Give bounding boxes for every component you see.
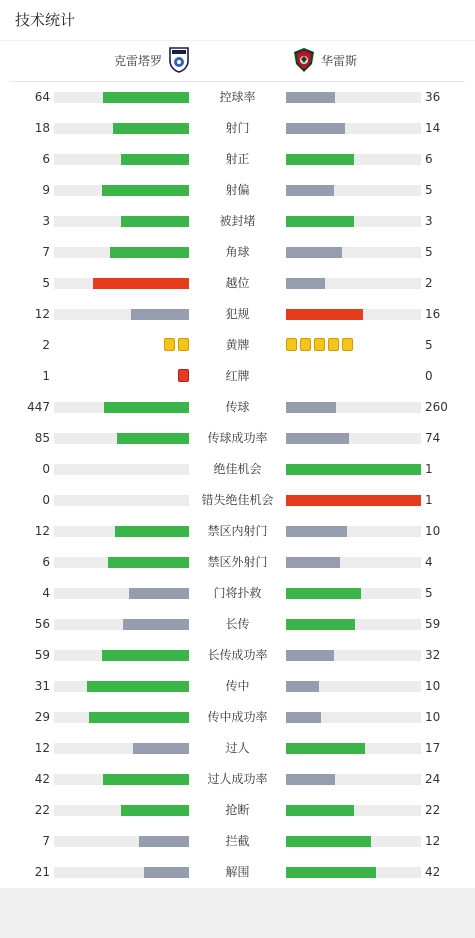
away-bar-fill xyxy=(286,123,345,134)
home-bar-fill xyxy=(110,247,189,258)
stat-row xyxy=(0,237,475,268)
home-bar-fill xyxy=(113,123,189,134)
stat-row xyxy=(0,795,475,826)
away-bar-fill xyxy=(286,247,342,258)
home-team-name: 克雷塔罗 xyxy=(114,54,163,68)
away-stat-value: 10 xyxy=(425,524,441,538)
away-stat-value: 32 xyxy=(425,648,441,662)
stat-row xyxy=(0,764,475,795)
home-bar-track xyxy=(54,619,189,630)
home-bar-track xyxy=(54,774,189,785)
stat-label: 射偏 xyxy=(225,183,250,197)
stat-row xyxy=(0,82,475,113)
stat-row xyxy=(0,113,475,144)
away-stat-value: 14 xyxy=(425,121,441,135)
stat-label: 控球率 xyxy=(219,90,256,104)
away-cards xyxy=(286,338,353,352)
home-stat-value: 9 xyxy=(42,183,50,197)
away-stat-value: 74 xyxy=(425,431,441,445)
home-bar-track xyxy=(54,216,189,227)
stat-label: 过人成功率 xyxy=(207,772,268,786)
away-bar-track xyxy=(286,216,421,227)
home-stat-value: 12 xyxy=(34,741,50,755)
home-bar-fill xyxy=(87,681,189,692)
home-stat-value: 29 xyxy=(34,710,50,724)
away-stat-value: 12 xyxy=(425,834,441,848)
away-bar-fill xyxy=(286,743,365,754)
stat-label: 越位 xyxy=(225,276,250,290)
home-bar-track xyxy=(54,588,189,599)
away-bar-fill xyxy=(286,216,354,227)
stat-label: 长传成功率 xyxy=(207,648,268,662)
stat-row xyxy=(0,485,475,516)
home-bar-track xyxy=(54,185,189,196)
away-bar-track xyxy=(286,588,421,599)
away-bar-fill xyxy=(286,309,363,320)
away-bar-track xyxy=(286,650,421,661)
away-team-header xyxy=(292,49,357,73)
away-bar-track xyxy=(286,433,421,444)
home-bar-fill xyxy=(103,774,189,785)
home-stat-value: 12 xyxy=(34,307,50,321)
away-bar-track xyxy=(286,92,421,103)
home-stat-value: 22 xyxy=(34,803,50,817)
stat-row xyxy=(0,392,475,423)
away-bar-track xyxy=(286,464,421,475)
away-team-name: 华雷斯 xyxy=(321,54,358,68)
stat-row xyxy=(0,640,475,671)
stat-row xyxy=(0,733,475,764)
divider xyxy=(0,40,475,41)
away-bar-track xyxy=(286,619,421,630)
stat-label: 传中成功率 xyxy=(207,710,268,724)
stat-row xyxy=(0,299,475,330)
stat-row xyxy=(0,671,475,702)
home-stat-value: 0 xyxy=(42,462,50,476)
home-stat-value: 64 xyxy=(34,90,50,104)
away-stat-value: 1 xyxy=(425,493,433,507)
away-stat-value: 6 xyxy=(425,152,433,166)
stat-label: 门将扑救 xyxy=(213,586,262,600)
home-bar-fill xyxy=(144,867,189,878)
home-cards xyxy=(164,338,189,352)
away-bar-track xyxy=(286,743,421,754)
home-team-header xyxy=(114,49,190,73)
away-bar-fill xyxy=(286,185,334,196)
stat-row xyxy=(0,516,475,547)
yellow-card-icon xyxy=(178,338,189,351)
away-bar-fill xyxy=(286,278,325,289)
home-stat-value: 6 xyxy=(42,152,50,166)
home-stat-value: 42 xyxy=(34,772,50,786)
away-bar-fill xyxy=(286,712,321,723)
home-bar-track xyxy=(54,433,189,444)
stat-label: 解围 xyxy=(225,865,250,879)
home-bar-fill xyxy=(104,402,189,413)
away-bar-track xyxy=(286,867,421,878)
away-bar-fill xyxy=(286,526,347,537)
stat-row xyxy=(0,144,475,175)
yellow-card-icon xyxy=(328,338,339,351)
away-stat-value: 0 xyxy=(425,369,433,383)
away-bar-fill xyxy=(286,495,421,506)
home-bar-track xyxy=(54,867,189,878)
home-bar-fill xyxy=(102,185,189,196)
stat-label: 角球 xyxy=(225,245,250,259)
stat-row xyxy=(0,330,475,361)
home-bar-fill xyxy=(121,805,189,816)
stat-row xyxy=(0,268,475,299)
stat-row xyxy=(0,454,475,485)
home-bar-track xyxy=(54,464,189,475)
away-stat-value: 2 xyxy=(425,276,433,290)
stat-label: 犯规 xyxy=(225,307,250,321)
home-bar-track xyxy=(54,495,189,506)
away-bar-track xyxy=(286,836,421,847)
stat-label: 过人 xyxy=(225,741,250,755)
stat-row xyxy=(0,361,475,392)
away-stat-value: 42 xyxy=(425,865,441,879)
stat-label: 射门 xyxy=(225,121,250,135)
away-bar-track xyxy=(286,681,421,692)
stat-row xyxy=(0,826,475,857)
home-bar-track xyxy=(54,836,189,847)
home-stat-value: 31 xyxy=(34,679,50,693)
red-card-icon xyxy=(178,369,189,382)
away-stat-value: 17 xyxy=(425,741,441,755)
stat-label: 被封堵 xyxy=(219,214,256,228)
home-bar-track xyxy=(54,123,189,134)
home-bar-track xyxy=(54,247,189,258)
stat-label: 抢断 xyxy=(225,803,250,817)
away-stat-value: 1 xyxy=(425,462,433,476)
away-stat-value: 10 xyxy=(425,710,441,724)
away-stat-value: 22 xyxy=(425,803,441,817)
home-bar-fill xyxy=(139,836,189,847)
stat-row xyxy=(0,547,475,578)
stat-label: 传球 xyxy=(225,400,250,414)
home-bar-track xyxy=(54,402,189,413)
away-stat-value: 5 xyxy=(425,245,433,259)
stat-label: 传球成功率 xyxy=(207,431,268,445)
home-stat-value: 4 xyxy=(42,586,50,600)
away-bar-fill xyxy=(286,588,361,599)
stat-label: 拦截 xyxy=(225,834,250,848)
home-stat-value: 1 xyxy=(42,369,50,383)
stat-label: 错失绝佳机会 xyxy=(201,493,274,507)
home-bar-track xyxy=(54,557,189,568)
away-bar-track xyxy=(286,557,421,568)
home-stat-value: 6 xyxy=(42,555,50,569)
away-bar-fill xyxy=(286,154,354,165)
home-bar-fill xyxy=(121,154,189,165)
away-stat-value: 260 xyxy=(425,400,448,414)
away-bar-fill xyxy=(286,464,421,475)
stat-label: 禁区内射门 xyxy=(207,524,268,538)
home-stat-value: 12 xyxy=(34,524,50,538)
home-bar-track xyxy=(54,278,189,289)
home-bar-track xyxy=(54,650,189,661)
home-bar-fill xyxy=(133,743,189,754)
yellow-card-icon xyxy=(314,338,325,351)
stat-label: 黄牌 xyxy=(225,338,250,352)
stat-row xyxy=(0,175,475,206)
home-bar-fill xyxy=(129,588,189,599)
away-bar-track xyxy=(286,278,421,289)
away-bar-track xyxy=(286,526,421,537)
away-bar-track xyxy=(286,805,421,816)
home-stat-value: 3 xyxy=(42,214,50,228)
home-bar-fill xyxy=(121,216,189,227)
home-bar-fill xyxy=(103,92,189,103)
stat-label: 传中 xyxy=(225,679,250,693)
home-bar-fill xyxy=(115,526,189,537)
away-stat-value: 59 xyxy=(425,617,441,631)
yellow-card-icon xyxy=(286,338,297,351)
away-stat-value: 5 xyxy=(425,338,433,352)
stat-label: 禁区外射门 xyxy=(207,555,268,569)
home-stat-value: 5 xyxy=(42,276,50,290)
home-bar-fill xyxy=(102,650,189,661)
away-stat-value: 10 xyxy=(425,679,441,693)
home-bar-track xyxy=(54,681,189,692)
stat-row xyxy=(0,609,475,640)
away-bar-track xyxy=(286,309,421,320)
stat-row xyxy=(0,206,475,237)
section-title: 技术统计 xyxy=(15,11,76,29)
away-stat-value: 4 xyxy=(425,555,433,569)
away-bar-track xyxy=(286,154,421,165)
stat-label: 长传 xyxy=(225,617,250,631)
stat-row xyxy=(0,702,475,733)
juarez-crest-icon xyxy=(292,47,316,76)
away-bar-track xyxy=(286,712,421,723)
home-stat-value: 56 xyxy=(34,617,50,631)
home-stat-value: 7 xyxy=(42,245,50,259)
home-bar-fill xyxy=(93,278,189,289)
stat-label: 射正 xyxy=(225,152,250,166)
away-bar-fill xyxy=(286,836,371,847)
away-bar-fill xyxy=(286,681,319,692)
yellow-card-icon xyxy=(342,338,353,351)
away-bar-fill xyxy=(286,805,354,816)
home-bar-track xyxy=(54,526,189,537)
home-stat-value: 447 xyxy=(27,400,50,414)
home-stat-value: 7 xyxy=(42,834,50,848)
away-bar-track xyxy=(286,774,421,785)
yellow-card-icon xyxy=(164,338,175,351)
queretaro-shield-icon xyxy=(168,47,190,76)
stat-row xyxy=(0,423,475,454)
home-stat-value: 18 xyxy=(34,121,50,135)
home-bar-track xyxy=(54,743,189,754)
stat-row xyxy=(0,857,475,888)
home-stat-value: 0 xyxy=(42,493,50,507)
home-bar-track xyxy=(54,154,189,165)
stat-label: 绝佳机会 xyxy=(213,462,262,476)
away-bar-track xyxy=(286,402,421,413)
away-bar-fill xyxy=(286,619,355,630)
away-bar-fill xyxy=(286,650,334,661)
home-bar-fill xyxy=(108,557,189,568)
home-bar-fill xyxy=(117,433,189,444)
home-stat-value: 85 xyxy=(34,431,50,445)
away-bar-fill xyxy=(286,867,376,878)
away-stat-value: 36 xyxy=(425,90,441,104)
yellow-card-icon xyxy=(300,338,311,351)
home-cards xyxy=(178,369,189,383)
away-bar-fill xyxy=(286,92,335,103)
home-bar-track xyxy=(54,805,189,816)
home-bar-fill xyxy=(89,712,189,723)
away-bar-fill xyxy=(286,774,335,785)
away-bar-fill xyxy=(286,557,340,568)
away-bar-track xyxy=(286,185,421,196)
home-stat-value: 2 xyxy=(42,338,50,352)
home-stat-value: 59 xyxy=(34,648,50,662)
home-bar-fill xyxy=(123,619,189,630)
away-stat-value: 5 xyxy=(425,183,433,197)
away-stat-value: 5 xyxy=(425,586,433,600)
away-bar-track xyxy=(286,123,421,134)
away-bar-fill xyxy=(286,433,349,444)
away-bar-track xyxy=(286,247,421,258)
home-stat-value: 21 xyxy=(34,865,50,879)
away-stat-value: 24 xyxy=(425,772,441,786)
stat-row xyxy=(0,578,475,609)
away-stat-value: 3 xyxy=(425,214,433,228)
home-bar-track xyxy=(54,309,189,320)
home-bar-track xyxy=(54,92,189,103)
stat-label: 红牌 xyxy=(225,369,250,383)
away-stat-value: 16 xyxy=(425,307,441,321)
home-bar-fill xyxy=(131,309,189,320)
away-bar-fill xyxy=(286,402,336,413)
away-bar-track xyxy=(286,495,421,506)
home-bar-track xyxy=(54,712,189,723)
